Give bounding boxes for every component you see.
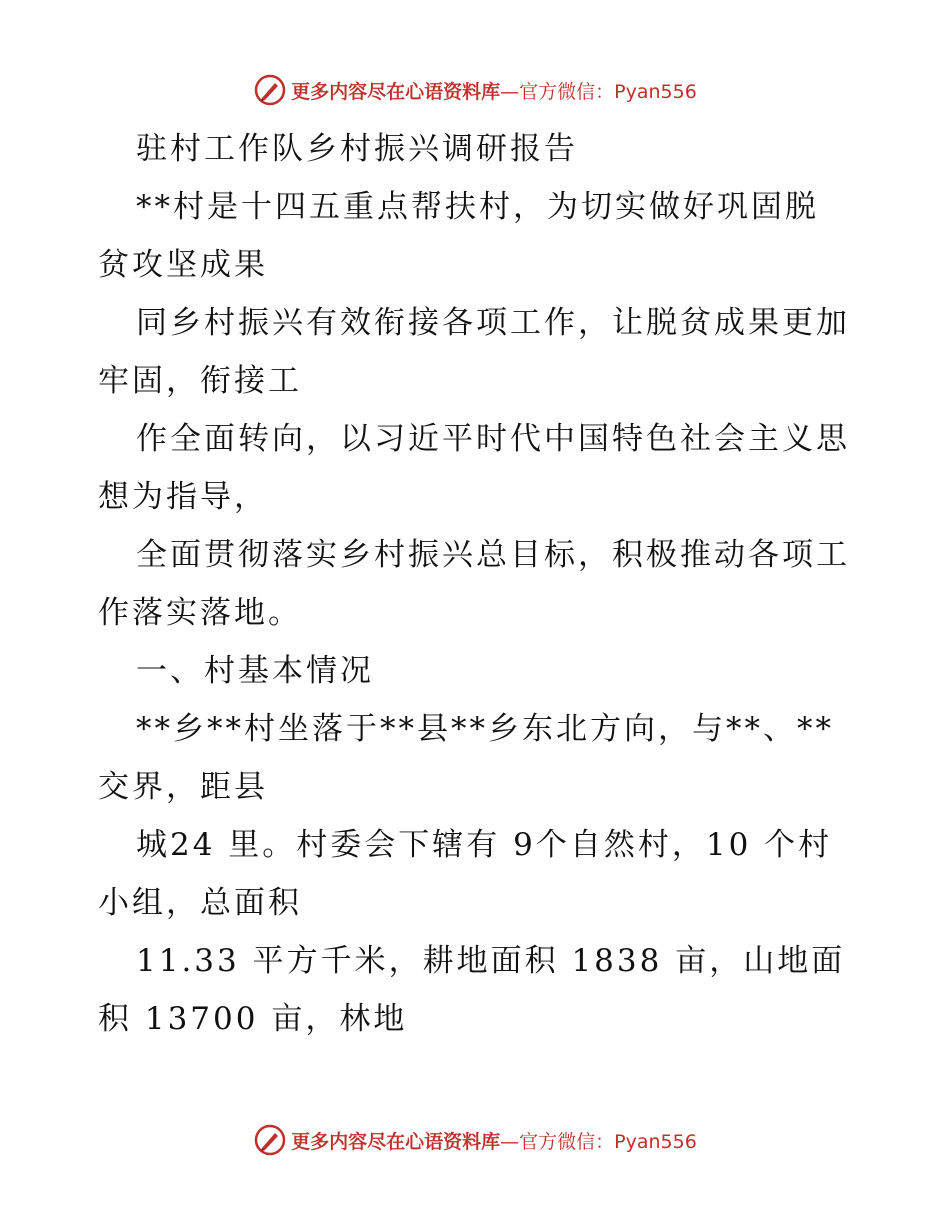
banner-brand: 更多内容尽在心语资料库 (291, 80, 501, 103)
paragraph: **村是十四五重点帮扶村，为切实做好巩固脱贫攻坚成果 (98, 189, 819, 283)
paragraph: 全面贯彻落实乡村振兴总目标，积极推动各项工作落实落地。 (98, 537, 850, 631)
document-body (98, 120, 850, 1048)
section-heading: 一、村基本情况 (136, 653, 374, 689)
paragraph: **乡**村坐落于**县**乡东北方向，与**、**交界，距县 (98, 711, 834, 805)
banner-wechat: 官方微信：Pyan556 (519, 80, 697, 103)
banner-separator: — (500, 80, 520, 103)
banner-brand: 更多内容尽在心语资料库 (291, 1130, 501, 1153)
banner-wechat: 官方微信：Pyan556 (519, 1130, 697, 1153)
red-pen-circle-icon (253, 1123, 287, 1157)
document-title: 驻村工作队乡村振兴调研报告 (136, 131, 578, 167)
header-banner (0, 70, 950, 110)
paragraph: 作全面转向，以习近平时代中国特色社会主义思想为指导， (98, 421, 850, 515)
red-pen-circle-icon (253, 73, 287, 107)
footer-banner (0, 1120, 950, 1160)
paragraph: 城24 里。村委会下辖有 9个自然村，10 个村小组，总面积 (98, 827, 833, 921)
paragraph: 同乡村振兴有效衔接各项工作，让脱贫成果更加牢固，衔接工 (98, 305, 850, 399)
paragraph: 11.33 平方千米，耕地面积 1838 亩，山地面积 13700 亩，林地 (98, 943, 846, 1037)
banner-separator: — (500, 1130, 520, 1153)
